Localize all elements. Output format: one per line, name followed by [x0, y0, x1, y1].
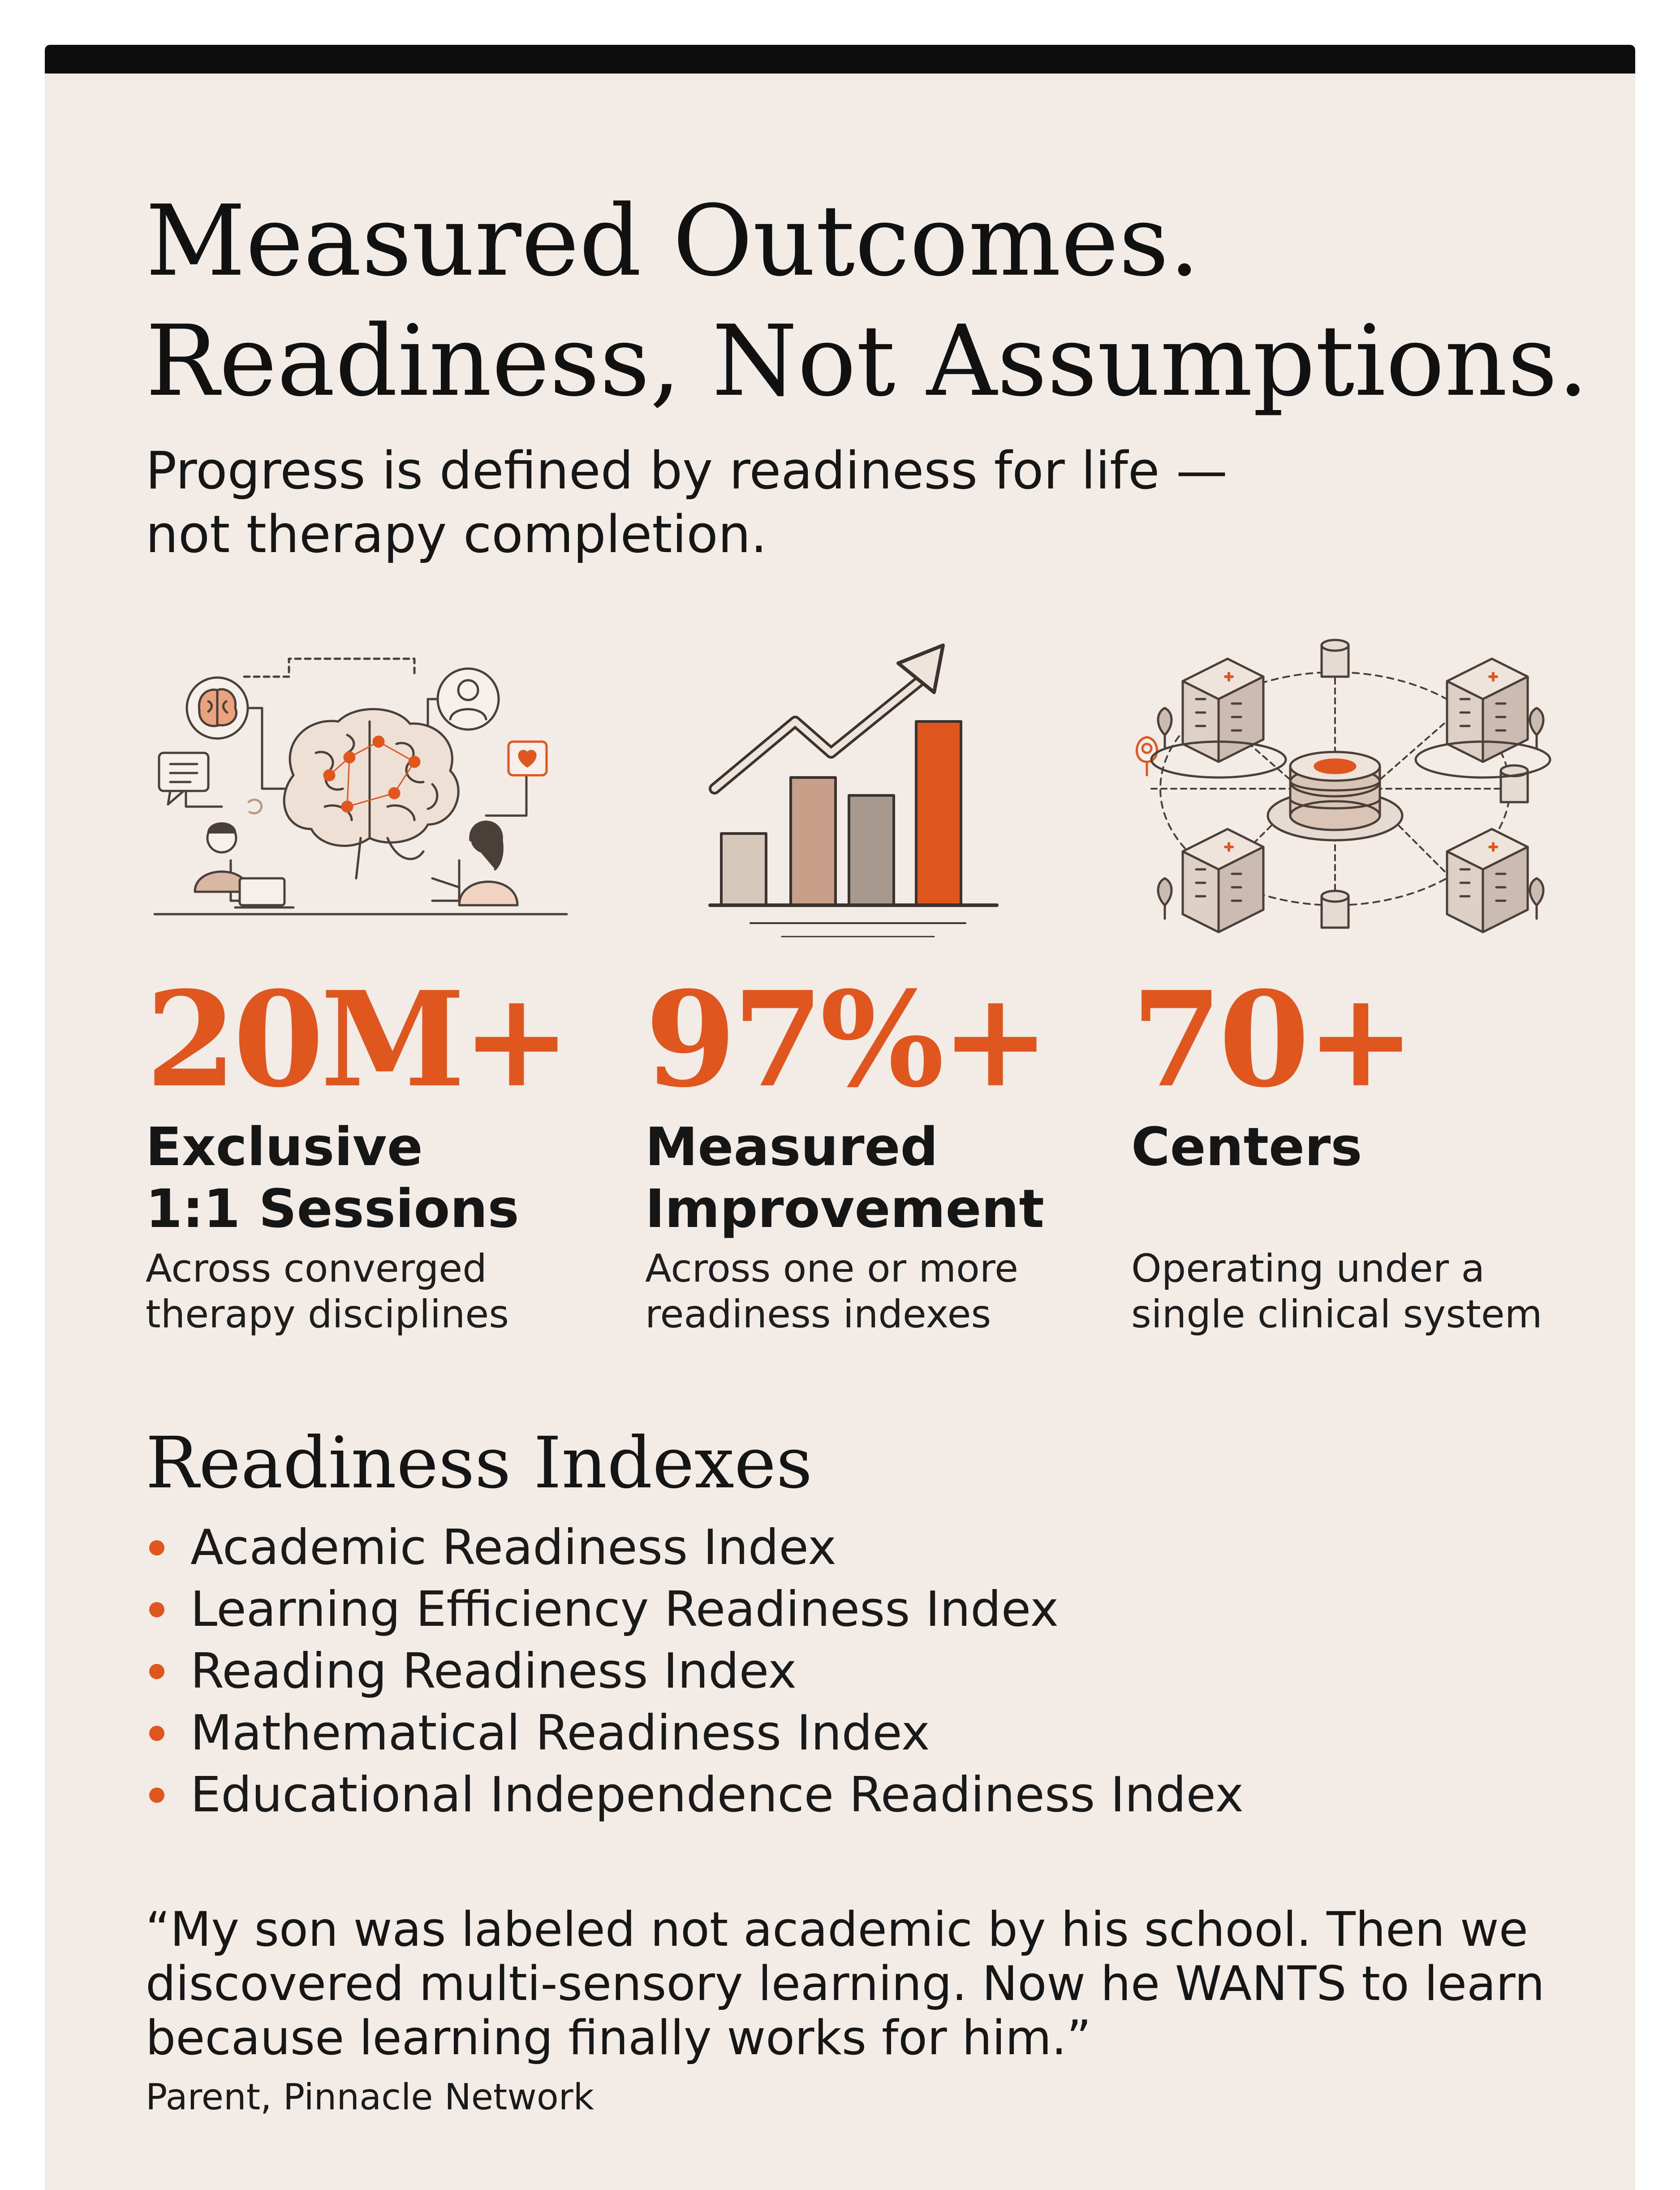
page-title-line-1: Measured Outcomes. [146, 185, 1200, 298]
stat-label [1131, 1116, 1602, 1246]
stat-number: 97%+ [645, 963, 1047, 1116]
stat-description [645, 1246, 1116, 1337]
list-item-label: Mathematical Readiness Index [190, 1705, 930, 1761]
page-subtitle [146, 439, 1445, 566]
bullet-icon [149, 1602, 164, 1617]
stat-label-line-1: Exclusive [146, 1116, 423, 1178]
top-bar [45, 45, 1635, 73]
stat-centers [1131, 963, 1602, 1337]
stat-number: 70+ [1131, 963, 1413, 1116]
page-title [146, 181, 1589, 422]
stat-description-line-1: Across converged [146, 1246, 487, 1291]
brain-network-icon [146, 627, 576, 950]
list-item [146, 1579, 1244, 1641]
stat-label-line-1: Centers [1131, 1116, 1362, 1178]
readiness-heading: Readiness Indexes [146, 1422, 813, 1504]
list-item [146, 1517, 1244, 1579]
list-item [146, 1702, 1244, 1764]
stat-description-line-1: Across one or more [645, 1246, 1019, 1291]
testimonial-line-3: because learning finally works for him.” [146, 2010, 1091, 2065]
stat-description [1131, 1246, 1602, 1337]
bullet-icon [149, 1788, 164, 1803]
page-title-line-2: Readiness, Not Assumptions. [146, 305, 1589, 418]
stat-label [146, 1116, 616, 1246]
bullet-icon [149, 1664, 164, 1679]
testimonial-line-2: discovered multi-sensory learning. Now he WANTS to learn [146, 1956, 1545, 2011]
page-subtitle-line-1: Progress is defined by readiness for life — [146, 441, 1228, 501]
list-item-label: Educational Independence Readiness Index [190, 1767, 1244, 1823]
list-item-label: Academic Readiness Index [190, 1520, 836, 1576]
list-item [146, 1641, 1244, 1702]
stat-label [645, 1116, 1116, 1246]
stat-description-line-2: therapy disciplines [146, 1292, 509, 1337]
list-item-label: Reading Readiness Index [190, 1643, 797, 1699]
list-item-label: Learning Efficiency Readiness Index [190, 1581, 1059, 1637]
readiness-index-list [146, 1517, 1244, 1826]
stat-label-line-2: Improvement [645, 1178, 1044, 1240]
stat-number: 20M+ [146, 963, 568, 1116]
center-network-icon [1129, 627, 1559, 950]
bullet-icon [149, 1540, 164, 1555]
bullet-icon [149, 1726, 164, 1741]
stat-description-line-1: Operating under a [1131, 1246, 1485, 1291]
list-item [146, 1764, 1244, 1826]
stat-description [146, 1246, 616, 1337]
stat-label-line-2: 1:1 Sessions [146, 1178, 519, 1240]
growth-bar-chart-icon [647, 627, 1077, 950]
stat-sessions [146, 963, 616, 1337]
stat-description-line-2: readiness indexes [645, 1292, 991, 1337]
testimonial-line-1: “My son was labeled not academic by his school. Then we [146, 1902, 1528, 1957]
testimonial-quote [146, 1902, 1579, 2065]
stat-label-line-1: Measured [645, 1116, 939, 1178]
page-subtitle-line-2: not therapy completion. [146, 505, 767, 565]
testimonial-attribution: Parent, Pinnacle Network [146, 2076, 594, 2118]
stat-description-line-2: single clinical system [1131, 1292, 1542, 1337]
stat-improvement [645, 963, 1116, 1337]
